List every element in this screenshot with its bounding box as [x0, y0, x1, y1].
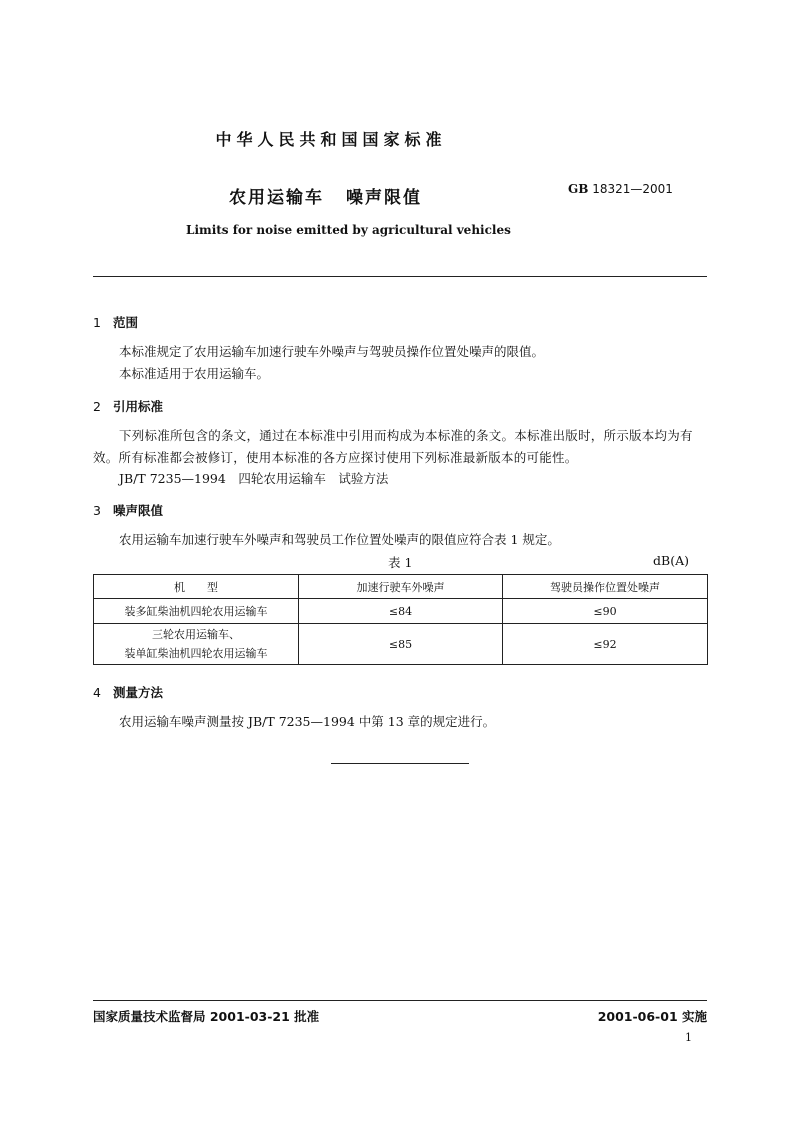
referenced-standard: JB/T 7235—1994 四轮农用运输车 试验方法 — [119, 471, 389, 486]
section-1-heading — [93, 313, 138, 331]
section-number: 2 — [93, 399, 101, 414]
title-part-1: 农用运输车 — [229, 188, 324, 208]
section-number: 1 — [93, 315, 101, 330]
noise-limits-table — [93, 574, 708, 665]
standard-code — [568, 182, 673, 196]
vehicle-model-cell — [94, 624, 299, 665]
section-3-paragraph: 农用运输车加速行驶车外噪声和驾驶员工作位置处噪声的限值应符合表 1 规定。 — [119, 532, 560, 547]
footer-divider — [93, 1000, 707, 1001]
table-header-cell: 机 型 — [94, 575, 299, 599]
section-number: 3 — [93, 503, 101, 518]
english-title: Limits for noise emitted by agricultural vehicles — [186, 223, 511, 237]
section-number: 4 — [93, 685, 101, 700]
implementation-date: 2001-06-01 实施 — [597, 1009, 707, 1024]
table-header-cell: 驾驶员操作位置处噪声 — [503, 575, 708, 599]
standard-prefix: GB — [568, 182, 589, 196]
table-header-row — [94, 575, 708, 599]
section-4-paragraph: 农用运输车噪声测量按 JB/T 7235—1994 中第 13 章的规定进行。 — [119, 714, 496, 729]
external-noise-cell: ≤85 — [299, 624, 503, 665]
table-unit: dB(A) — [653, 553, 689, 568]
section-3-heading — [93, 501, 163, 519]
table-row — [94, 599, 708, 624]
table-header-cell: 加速行驶车外噪声 — [299, 575, 503, 599]
section-1-paragraph: 本标准适用于农用运输车。 — [119, 366, 270, 381]
section-title: 噪声限值 — [113, 503, 164, 518]
end-of-text-rule — [331, 763, 469, 764]
section-2-heading — [93, 397, 163, 415]
section-title: 引用标准 — [113, 399, 164, 414]
vehicle-model-cell: 装多缸柴油机四轮农用运输车 — [94, 599, 299, 624]
section-1-paragraph: 本标准规定了农用运输车加速行驶车外噪声与驾驶员操作位置处噪声的限值。 — [119, 344, 545, 359]
external-noise-cell: ≤84 — [299, 599, 503, 624]
section-title: 测量方法 — [113, 685, 164, 700]
approval-statement: 国家质量技术监督局 2001-03-21 批准 — [93, 1009, 320, 1024]
model-line: 装单缸柴油机四轮农用运输车 — [124, 647, 268, 660]
title-part-2: 噪声限值 — [346, 188, 422, 208]
header-divider — [93, 276, 707, 277]
driver-noise-cell: ≤90 — [503, 599, 708, 624]
table-row — [94, 624, 708, 665]
section-4-heading — [93, 683, 163, 701]
page-number: 1 — [685, 1031, 692, 1044]
table-caption: 表 1 — [388, 555, 413, 570]
section-2-paragraph: 下列标准所包含的条文，通过在本标准中引用而构成为本标准的条文。本标准出版时，所示版本均为有效。所有标准都会被修订，使用本标准的各方应探讨使用下列标准最新版本的可能性。 — [93, 428, 693, 465]
standard-number: 18321—2001 — [592, 182, 673, 196]
document-title — [229, 183, 422, 208]
model-line: 三轮农用运输车、 — [152, 628, 240, 641]
driver-noise-cell: ≤92 — [503, 624, 708, 665]
national-standard-heading: 中华人民共和国国家标准 — [215, 130, 447, 149]
section-title: 范围 — [113, 315, 139, 330]
